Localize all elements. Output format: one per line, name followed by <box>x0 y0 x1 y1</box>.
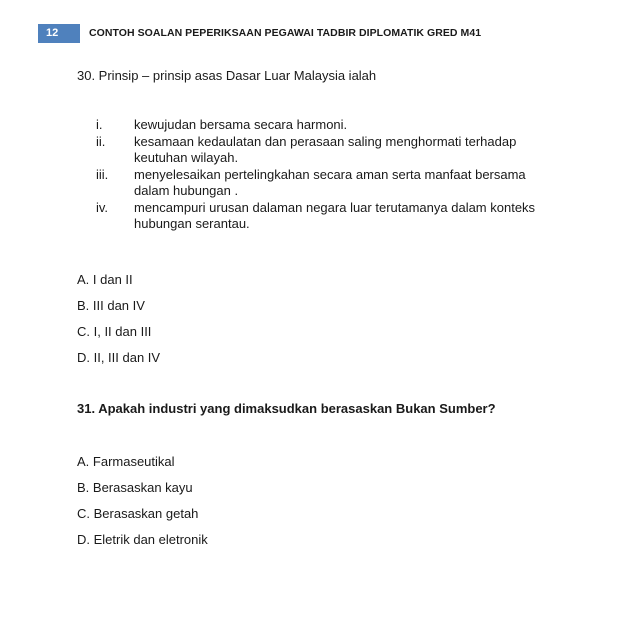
q30-option-c: C. I, II dan III <box>77 324 152 339</box>
statement-text: kewujudan bersama secara harmoni. <box>134 117 348 132</box>
q31-option-b: B. Berasaskan kayu <box>77 480 193 495</box>
q30-option-a: A. I dan II <box>77 272 133 287</box>
statement-item <box>96 167 556 199</box>
statement-list <box>96 117 556 233</box>
q31-option-d: D. Eletrik dan eletronik <box>77 532 208 547</box>
statement-item <box>96 117 556 133</box>
q30-option-d: D. II, III dan IV <box>77 350 161 365</box>
q31-options <box>77 454 208 558</box>
statement-number: iv. <box>96 200 109 215</box>
page-header <box>0 22 638 46</box>
q30-option-b: B. III dan IV <box>77 298 145 313</box>
statement-number: iii. <box>96 167 109 182</box>
q30-options <box>77 272 160 376</box>
question-31: 31. Apakah industri yang dimaksudkan berasaskan Bukan Sumber? <box>77 401 496 416</box>
statement-item <box>96 200 556 232</box>
header-title: CONTOH SOALAN PEPERIKSAAN PEGAWAI TADBIR DIPLOMATIK GRED M41 <box>89 27 482 39</box>
statement-item <box>96 134 556 166</box>
question-30: 30. Prinsip – prinsip asas Dasar Luar Malaysia ialah <box>77 68 377 83</box>
statement-text: menyelesaikan pertelingkahan secara aman serta manfaat bersama dalam hubungan . <box>134 167 526 198</box>
q31-option-c: C. Berasaskan getah <box>77 506 199 521</box>
statement-text: mencampuri urusan dalaman negara luar terutamanya dalam konteks hubungan serantau. <box>134 200 536 231</box>
page-number: 12 <box>38 24 80 43</box>
statement-number: i. <box>96 117 103 132</box>
statement-text: kesamaan kedaulatan dan perasaan saling menghormati terhadap keutuhan wilayah. <box>134 134 517 165</box>
q31-option-a: A. Farmaseutikal <box>77 454 175 469</box>
statement-number: ii. <box>96 134 106 149</box>
